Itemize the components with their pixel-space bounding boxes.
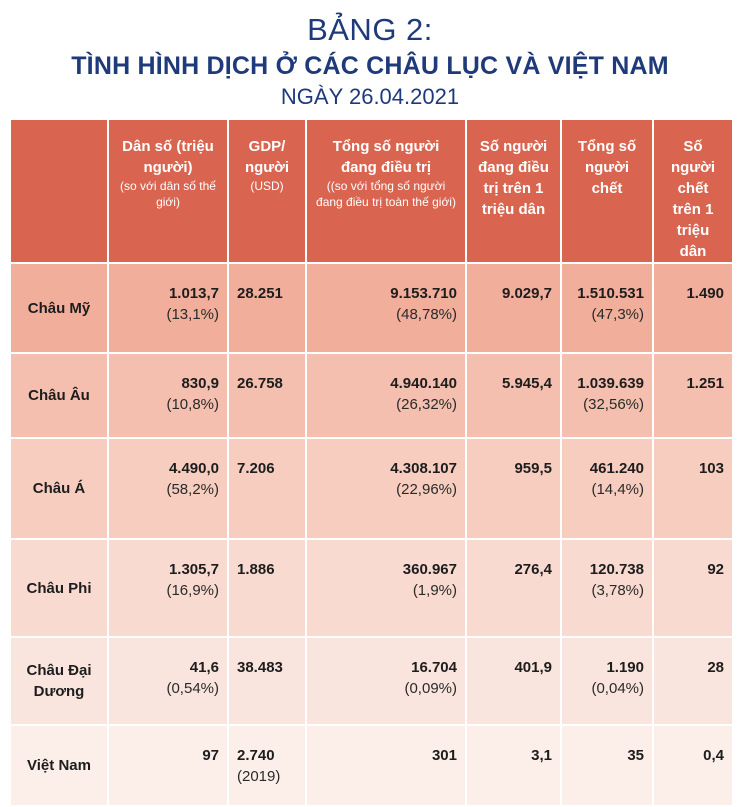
- header-cell-population: Dân số (triệu người) (so với dân số thế giới): [108, 119, 228, 263]
- gdp-cell: [228, 263, 306, 353]
- population-cell: [108, 438, 228, 539]
- deaths-per-million-cell: [653, 263, 733, 353]
- deaths-per-million-cell: [653, 637, 733, 725]
- deaths-per-m-text: 1.251: [686, 375, 724, 392]
- population-pct-text: (13,1%): [166, 306, 219, 323]
- table-row: [10, 438, 733, 539]
- gdp-cell: [228, 353, 306, 438]
- region-name: [10, 725, 108, 806]
- deaths-cell: [561, 637, 653, 725]
- treating-per-m-text: 5.945,4: [501, 375, 552, 392]
- population-pct-text: (58,2%): [166, 481, 219, 498]
- treating-cell: [306, 637, 466, 725]
- header-cell-gdp: GDP/ người (USD): [228, 119, 306, 263]
- treating-cell: [306, 725, 466, 806]
- gdp-cell: [228, 539, 306, 637]
- gdp-text: 28.251: [237, 285, 283, 302]
- population-text: 830,9: [181, 375, 219, 392]
- treating-text: 9.153.710: [390, 285, 457, 302]
- deaths-pct-text: (32,56%): [583, 396, 644, 413]
- deaths-per-million-cell: [653, 353, 733, 438]
- statistics-table: [9, 118, 734, 807]
- deaths-per-m-text: 28: [707, 659, 724, 676]
- header-cell-treating: Tổng số người đang điều trị ((so với tổng số người đang điều trị toàn thế giới): [306, 119, 466, 263]
- population-text: 4.490,0: [168, 460, 219, 477]
- treating-text: 4.308.107: [390, 460, 457, 477]
- treating-per-million-cell: [466, 353, 561, 438]
- deaths-text: 1.510.531: [577, 285, 644, 302]
- treating-text: 360.967: [402, 561, 457, 578]
- deaths-per-m-text: 1.490: [686, 285, 724, 302]
- name-text: Châu Phi: [26, 579, 92, 597]
- name-text: Châu Đại Dương: [26, 662, 92, 700]
- name-text: Châu Á: [32, 480, 86, 497]
- table-row: [10, 353, 733, 438]
- treating-per-million-cell: [466, 263, 561, 353]
- treating-pct-text: (48,78%): [396, 306, 457, 323]
- header-cell-deaths-per-million: Số người chết trên 1 triệu dân: [653, 119, 733, 263]
- treating-text: 16.704: [411, 659, 457, 676]
- table-row: [10, 725, 733, 806]
- gdp-cell: [228, 637, 306, 725]
- deaths-per-m-text: 0,4: [703, 747, 724, 764]
- deaths-cell: [561, 438, 653, 539]
- deaths-pct-text: (47,3%): [591, 306, 644, 323]
- gdp-text: 1.886: [237, 561, 275, 578]
- treating-per-m-text: 959,5: [514, 460, 552, 477]
- treating-pct-text: (22,96%): [396, 481, 457, 498]
- population-cell: [108, 725, 228, 806]
- gdp-text: 2.740: [237, 747, 275, 764]
- name-text: Châu Mỹ: [27, 299, 91, 317]
- deaths-text: 461.240: [589, 460, 644, 477]
- deaths-text: 120.738: [589, 561, 644, 578]
- deaths-pct-text: (3,78%): [591, 582, 644, 599]
- treating-text: 4.940.140: [390, 375, 457, 392]
- table-row: [10, 539, 733, 637]
- header-cell-region: [10, 119, 108, 263]
- deaths-cell: [561, 539, 653, 637]
- table-title: TÌNH HÌNH DỊCH Ở CÁC CHÂU LỤC VÀ VIỆT NAM: [71, 52, 669, 80]
- population-pct-text: (0,54%): [166, 680, 219, 697]
- deaths-text: 1.039.639: [577, 375, 644, 392]
- population-cell: [108, 353, 228, 438]
- gdp-note-text: (2019): [237, 768, 281, 785]
- name-text: Châu Âu: [28, 387, 90, 404]
- table-row: [10, 263, 733, 353]
- header-cell-treating-per-million: Số người đang điều trị trên 1 triệu dân: [466, 119, 561, 263]
- gdp-cell: [228, 438, 306, 539]
- deaths-text: 1.190: [606, 659, 644, 676]
- treating-per-million-cell: [466, 637, 561, 725]
- treating-per-m-text: 276,4: [514, 561, 552, 578]
- deaths-pct-text: (14,4%): [591, 481, 644, 498]
- gdp-text: 7.206: [237, 460, 275, 477]
- treating-per-m-text: 9.029,7: [501, 285, 552, 302]
- population-cell: [108, 539, 228, 637]
- header-row: [10, 119, 733, 263]
- region-name: [10, 637, 108, 725]
- treating-pct-text: (0,09%): [404, 680, 457, 697]
- deaths-per-million-cell: [653, 438, 733, 539]
- gdp-cell: [228, 725, 306, 806]
- treating-per-million-cell: [466, 539, 561, 637]
- deaths-per-m-text: 103: [698, 460, 724, 477]
- treating-cell: [306, 353, 466, 438]
- table-date: NGÀY 26.04.2021: [280, 84, 460, 109]
- treating-pct-text: (1,9%): [412, 582, 457, 599]
- deaths-cell: [561, 725, 653, 806]
- deaths-pct-text: (0,04%): [591, 680, 644, 697]
- table-number: BẢNG 2:: [307, 12, 433, 47]
- population-pct-text: (10,8%): [166, 396, 219, 413]
- deaths-cell: [561, 353, 653, 438]
- deaths-text: 35: [627, 747, 644, 764]
- population-cell: [108, 637, 228, 725]
- table-row: [10, 637, 733, 725]
- name-text: Việt Nam: [27, 757, 91, 774]
- region-name: [10, 539, 108, 637]
- treating-per-million-cell: [466, 725, 561, 806]
- population-text: 1.305,7: [168, 561, 219, 578]
- treating-per-million-cell: [466, 438, 561, 539]
- region-name: [10, 353, 108, 438]
- population-text: 97: [202, 747, 219, 764]
- deaths-cell: [561, 263, 653, 353]
- treating-per-m-text: 3,1: [531, 747, 552, 764]
- gdp-text: 26.758: [237, 375, 283, 392]
- deaths-per-million-cell: [653, 725, 733, 806]
- region-name: [10, 438, 108, 539]
- header-cell-deaths: Tổng số người chết: [561, 119, 653, 263]
- treating-cell: [306, 263, 466, 353]
- population-cell: [108, 263, 228, 353]
- deaths-per-million-cell: [653, 539, 733, 637]
- deaths-per-m-text: 92: [707, 561, 724, 578]
- region-name: [10, 263, 108, 353]
- treating-pct-text: (26,32%): [396, 396, 457, 413]
- treating-cell: [306, 539, 466, 637]
- treating-cell: [306, 438, 466, 539]
- gdp-text: 38.483: [237, 659, 283, 676]
- treating-text: 301: [431, 747, 457, 764]
- treating-per-m-text: 401,9: [514, 659, 552, 676]
- population-text: 41,6: [189, 659, 219, 676]
- population-text: 1.013,7: [168, 285, 219, 302]
- population-pct-text: (16,9%): [166, 582, 219, 599]
